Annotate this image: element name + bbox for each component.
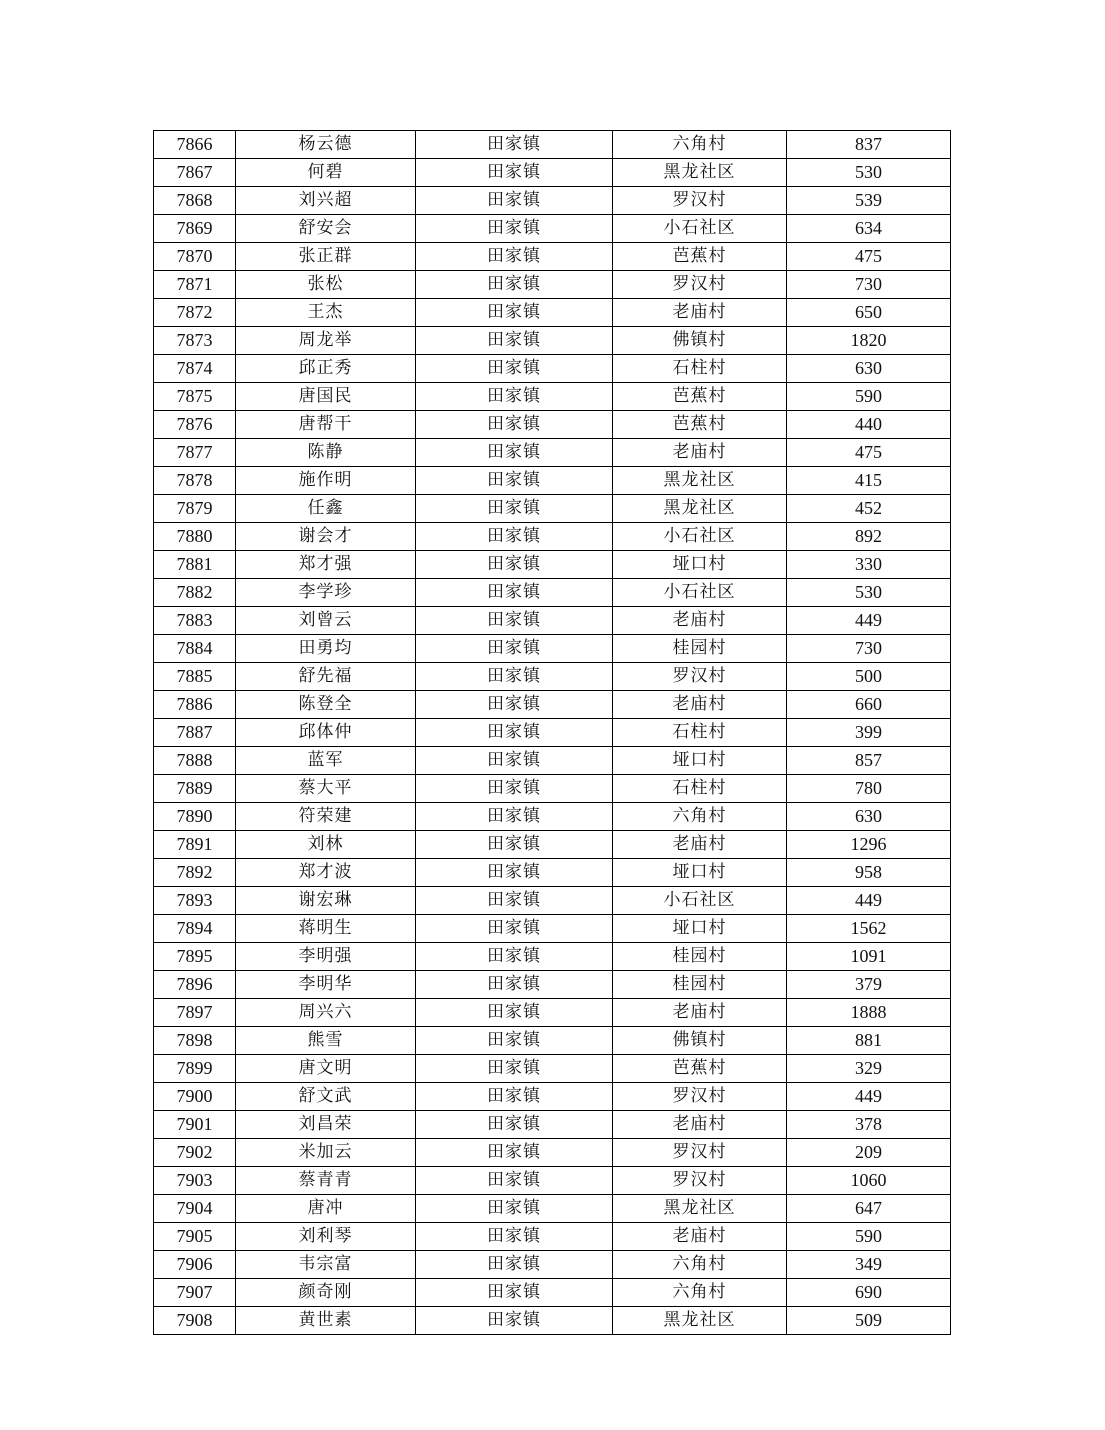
row-number-cell: 7886 bbox=[154, 691, 236, 719]
village-cell: 佛镇村 bbox=[613, 327, 787, 355]
name-cell: 周龙举 bbox=[236, 327, 416, 355]
table-row bbox=[154, 439, 951, 467]
village-cell: 老庙村 bbox=[613, 439, 787, 467]
name-cell: 刘曾云 bbox=[236, 607, 416, 635]
town-cell: 田家镇 bbox=[416, 467, 613, 495]
row-number-cell: 7880 bbox=[154, 523, 236, 551]
town-cell: 田家镇 bbox=[416, 999, 613, 1027]
amount-cell: 530 bbox=[787, 579, 951, 607]
village-cell: 石柱村 bbox=[613, 355, 787, 383]
village-cell: 六角村 bbox=[613, 803, 787, 831]
table-row bbox=[154, 411, 951, 439]
town-cell: 田家镇 bbox=[416, 1055, 613, 1083]
name-cell: 韦宗富 bbox=[236, 1251, 416, 1279]
amount-cell: 660 bbox=[787, 691, 951, 719]
table-row bbox=[154, 803, 951, 831]
town-cell: 田家镇 bbox=[416, 635, 613, 663]
row-number-cell: 7905 bbox=[154, 1223, 236, 1251]
town-cell: 田家镇 bbox=[416, 747, 613, 775]
amount-cell: 634 bbox=[787, 215, 951, 243]
amount-cell: 1820 bbox=[787, 327, 951, 355]
name-cell: 米加云 bbox=[236, 1139, 416, 1167]
town-cell: 田家镇 bbox=[416, 1279, 613, 1307]
amount-cell: 530 bbox=[787, 159, 951, 187]
amount-cell: 399 bbox=[787, 719, 951, 747]
amount-cell: 209 bbox=[787, 1139, 951, 1167]
amount-cell: 650 bbox=[787, 299, 951, 327]
row-number-cell: 7887 bbox=[154, 719, 236, 747]
table-row bbox=[154, 663, 951, 691]
amount-cell: 647 bbox=[787, 1195, 951, 1223]
amount-cell: 857 bbox=[787, 747, 951, 775]
town-cell: 田家镇 bbox=[416, 411, 613, 439]
town-cell: 田家镇 bbox=[416, 887, 613, 915]
row-number-cell: 7891 bbox=[154, 831, 236, 859]
village-cell: 罗汉村 bbox=[613, 663, 787, 691]
name-cell: 陈静 bbox=[236, 439, 416, 467]
name-cell: 刘昌荣 bbox=[236, 1111, 416, 1139]
village-cell: 小石社区 bbox=[613, 523, 787, 551]
table-row bbox=[154, 1251, 951, 1279]
village-cell: 小石社区 bbox=[613, 579, 787, 607]
town-cell: 田家镇 bbox=[416, 1167, 613, 1195]
name-cell: 周兴六 bbox=[236, 999, 416, 1027]
table-row bbox=[154, 467, 951, 495]
table-row bbox=[154, 215, 951, 243]
table-row bbox=[154, 1195, 951, 1223]
row-number-cell: 7898 bbox=[154, 1027, 236, 1055]
name-cell: 张松 bbox=[236, 271, 416, 299]
village-cell: 小石社区 bbox=[613, 215, 787, 243]
village-cell: 芭蕉村 bbox=[613, 1055, 787, 1083]
table-row bbox=[154, 1139, 951, 1167]
table-row bbox=[154, 1027, 951, 1055]
amount-cell: 730 bbox=[787, 635, 951, 663]
amount-cell: 730 bbox=[787, 271, 951, 299]
row-number-cell: 7906 bbox=[154, 1251, 236, 1279]
village-cell: 黑龙社区 bbox=[613, 1307, 787, 1335]
name-cell: 李明强 bbox=[236, 943, 416, 971]
amount-cell: 475 bbox=[787, 439, 951, 467]
name-cell: 刘林 bbox=[236, 831, 416, 859]
town-cell: 田家镇 bbox=[416, 327, 613, 355]
village-cell: 桂园村 bbox=[613, 971, 787, 999]
village-cell: 桂园村 bbox=[613, 943, 787, 971]
town-cell: 田家镇 bbox=[416, 1251, 613, 1279]
table-row bbox=[154, 999, 951, 1027]
amount-cell: 1060 bbox=[787, 1167, 951, 1195]
village-cell: 石柱村 bbox=[613, 775, 787, 803]
table-row bbox=[154, 607, 951, 635]
name-cell: 谢宏琳 bbox=[236, 887, 416, 915]
row-number-cell: 7867 bbox=[154, 159, 236, 187]
table-row bbox=[154, 1223, 951, 1251]
village-cell: 老庙村 bbox=[613, 607, 787, 635]
name-cell: 唐文明 bbox=[236, 1055, 416, 1083]
name-cell: 熊雪 bbox=[236, 1027, 416, 1055]
town-cell: 田家镇 bbox=[416, 831, 613, 859]
town-cell: 田家镇 bbox=[416, 1027, 613, 1055]
table-row bbox=[154, 271, 951, 299]
row-number-cell: 7876 bbox=[154, 411, 236, 439]
beneficiary-table bbox=[153, 130, 951, 1335]
name-cell: 张正群 bbox=[236, 243, 416, 271]
village-cell: 垭口村 bbox=[613, 747, 787, 775]
name-cell: 舒先福 bbox=[236, 663, 416, 691]
name-cell: 田勇均 bbox=[236, 635, 416, 663]
village-cell: 老庙村 bbox=[613, 691, 787, 719]
village-cell: 罗汉村 bbox=[613, 1139, 787, 1167]
amount-cell: 1296 bbox=[787, 831, 951, 859]
village-cell: 芭蕉村 bbox=[613, 243, 787, 271]
table-row bbox=[154, 859, 951, 887]
table-row bbox=[154, 915, 951, 943]
table-row bbox=[154, 747, 951, 775]
row-number-cell: 7901 bbox=[154, 1111, 236, 1139]
town-cell: 田家镇 bbox=[416, 1083, 613, 1111]
row-number-cell: 7894 bbox=[154, 915, 236, 943]
town-cell: 田家镇 bbox=[416, 299, 613, 327]
table-row bbox=[154, 243, 951, 271]
amount-cell: 349 bbox=[787, 1251, 951, 1279]
amount-cell: 379 bbox=[787, 971, 951, 999]
village-cell: 老庙村 bbox=[613, 1111, 787, 1139]
village-cell: 黑龙社区 bbox=[613, 467, 787, 495]
town-cell: 田家镇 bbox=[416, 775, 613, 803]
village-cell: 老庙村 bbox=[613, 1223, 787, 1251]
village-cell: 罗汉村 bbox=[613, 187, 787, 215]
row-number-cell: 7896 bbox=[154, 971, 236, 999]
town-cell: 田家镇 bbox=[416, 1139, 613, 1167]
name-cell: 黄世素 bbox=[236, 1307, 416, 1335]
amount-cell: 440 bbox=[787, 411, 951, 439]
village-cell: 老庙村 bbox=[613, 999, 787, 1027]
table-row bbox=[154, 691, 951, 719]
table-row bbox=[154, 159, 951, 187]
table-row bbox=[154, 831, 951, 859]
town-cell: 田家镇 bbox=[416, 943, 613, 971]
village-cell: 桂园村 bbox=[613, 635, 787, 663]
table-row bbox=[154, 971, 951, 999]
name-cell: 施作明 bbox=[236, 467, 416, 495]
name-cell: 王杰 bbox=[236, 299, 416, 327]
row-number-cell: 7868 bbox=[154, 187, 236, 215]
row-number-cell: 7895 bbox=[154, 943, 236, 971]
town-cell: 田家镇 bbox=[416, 719, 613, 747]
town-cell: 田家镇 bbox=[416, 271, 613, 299]
name-cell: 陈登全 bbox=[236, 691, 416, 719]
row-number-cell: 7888 bbox=[154, 747, 236, 775]
row-number-cell: 7904 bbox=[154, 1195, 236, 1223]
town-cell: 田家镇 bbox=[416, 1195, 613, 1223]
amount-cell: 590 bbox=[787, 1223, 951, 1251]
table-row bbox=[154, 1055, 951, 1083]
row-number-cell: 7877 bbox=[154, 439, 236, 467]
row-number-cell: 7892 bbox=[154, 859, 236, 887]
table-row bbox=[154, 719, 951, 747]
name-cell: 蓝军 bbox=[236, 747, 416, 775]
table-row bbox=[154, 327, 951, 355]
name-cell: 何碧 bbox=[236, 159, 416, 187]
row-number-cell: 7878 bbox=[154, 467, 236, 495]
town-cell: 田家镇 bbox=[416, 1223, 613, 1251]
row-number-cell: 7908 bbox=[154, 1307, 236, 1335]
name-cell: 唐帮干 bbox=[236, 411, 416, 439]
row-number-cell: 7907 bbox=[154, 1279, 236, 1307]
name-cell: 颜奇刚 bbox=[236, 1279, 416, 1307]
amount-cell: 475 bbox=[787, 243, 951, 271]
village-cell: 罗汉村 bbox=[613, 1083, 787, 1111]
row-number-cell: 7870 bbox=[154, 243, 236, 271]
table-row bbox=[154, 1167, 951, 1195]
village-cell: 罗汉村 bbox=[613, 1167, 787, 1195]
name-cell: 李学珍 bbox=[236, 579, 416, 607]
row-number-cell: 7866 bbox=[154, 131, 236, 159]
row-number-cell: 7899 bbox=[154, 1055, 236, 1083]
amount-cell: 1091 bbox=[787, 943, 951, 971]
amount-cell: 958 bbox=[787, 859, 951, 887]
row-number-cell: 7883 bbox=[154, 607, 236, 635]
village-cell: 垭口村 bbox=[613, 859, 787, 887]
town-cell: 田家镇 bbox=[416, 551, 613, 579]
table-row bbox=[154, 887, 951, 915]
village-cell: 六角村 bbox=[613, 1279, 787, 1307]
name-cell: 蔡大平 bbox=[236, 775, 416, 803]
table-row bbox=[154, 579, 951, 607]
town-cell: 田家镇 bbox=[416, 215, 613, 243]
village-cell: 垭口村 bbox=[613, 915, 787, 943]
amount-cell: 449 bbox=[787, 1083, 951, 1111]
row-number-cell: 7893 bbox=[154, 887, 236, 915]
amount-cell: 539 bbox=[787, 187, 951, 215]
row-number-cell: 7871 bbox=[154, 271, 236, 299]
town-cell: 田家镇 bbox=[416, 915, 613, 943]
table-row bbox=[154, 775, 951, 803]
town-cell: 田家镇 bbox=[416, 159, 613, 187]
name-cell: 郑才强 bbox=[236, 551, 416, 579]
town-cell: 田家镇 bbox=[416, 439, 613, 467]
row-number-cell: 7884 bbox=[154, 635, 236, 663]
town-cell: 田家镇 bbox=[416, 523, 613, 551]
name-cell: 李明华 bbox=[236, 971, 416, 999]
name-cell: 任鑫 bbox=[236, 495, 416, 523]
row-number-cell: 7885 bbox=[154, 663, 236, 691]
amount-cell: 630 bbox=[787, 803, 951, 831]
row-number-cell: 7869 bbox=[154, 215, 236, 243]
row-number-cell: 7903 bbox=[154, 1167, 236, 1195]
town-cell: 田家镇 bbox=[416, 1111, 613, 1139]
row-number-cell: 7881 bbox=[154, 551, 236, 579]
amount-cell: 330 bbox=[787, 551, 951, 579]
town-cell: 田家镇 bbox=[416, 859, 613, 887]
row-number-cell: 7897 bbox=[154, 999, 236, 1027]
amount-cell: 1562 bbox=[787, 915, 951, 943]
village-cell: 六角村 bbox=[613, 131, 787, 159]
town-cell: 田家镇 bbox=[416, 383, 613, 411]
table-row bbox=[154, 355, 951, 383]
village-cell: 石柱村 bbox=[613, 719, 787, 747]
village-cell: 芭蕉村 bbox=[613, 383, 787, 411]
town-cell: 田家镇 bbox=[416, 355, 613, 383]
amount-cell: 509 bbox=[787, 1307, 951, 1335]
name-cell: 谢会才 bbox=[236, 523, 416, 551]
table-row bbox=[154, 187, 951, 215]
town-cell: 田家镇 bbox=[416, 243, 613, 271]
table-row bbox=[154, 1083, 951, 1111]
town-cell: 田家镇 bbox=[416, 495, 613, 523]
row-number-cell: 7900 bbox=[154, 1083, 236, 1111]
table-row bbox=[154, 1307, 951, 1335]
amount-cell: 500 bbox=[787, 663, 951, 691]
name-cell: 舒文武 bbox=[236, 1083, 416, 1111]
table-row bbox=[154, 1279, 951, 1307]
amount-cell: 452 bbox=[787, 495, 951, 523]
town-cell: 田家镇 bbox=[416, 803, 613, 831]
village-cell: 黑龙社区 bbox=[613, 495, 787, 523]
amount-cell: 780 bbox=[787, 775, 951, 803]
amount-cell: 378 bbox=[787, 1111, 951, 1139]
village-cell: 六角村 bbox=[613, 1251, 787, 1279]
town-cell: 田家镇 bbox=[416, 131, 613, 159]
amount-cell: 881 bbox=[787, 1027, 951, 1055]
row-number-cell: 7902 bbox=[154, 1139, 236, 1167]
table-row bbox=[154, 383, 951, 411]
table-row bbox=[154, 299, 951, 327]
table-row bbox=[154, 523, 951, 551]
amount-cell: 449 bbox=[787, 887, 951, 915]
row-number-cell: 7879 bbox=[154, 495, 236, 523]
village-cell: 罗汉村 bbox=[613, 271, 787, 299]
town-cell: 田家镇 bbox=[416, 579, 613, 607]
amount-cell: 329 bbox=[787, 1055, 951, 1083]
village-cell: 垭口村 bbox=[613, 551, 787, 579]
table-row bbox=[154, 1111, 951, 1139]
name-cell: 邱正秀 bbox=[236, 355, 416, 383]
table-row bbox=[154, 495, 951, 523]
row-number-cell: 7882 bbox=[154, 579, 236, 607]
name-cell: 邱体仲 bbox=[236, 719, 416, 747]
table-row bbox=[154, 635, 951, 663]
name-cell: 符荣建 bbox=[236, 803, 416, 831]
name-cell: 刘利琴 bbox=[236, 1223, 416, 1251]
amount-cell: 590 bbox=[787, 383, 951, 411]
town-cell: 田家镇 bbox=[416, 971, 613, 999]
village-cell: 老庙村 bbox=[613, 831, 787, 859]
amount-cell: 690 bbox=[787, 1279, 951, 1307]
town-cell: 田家镇 bbox=[416, 187, 613, 215]
amount-cell: 892 bbox=[787, 523, 951, 551]
town-cell: 田家镇 bbox=[416, 1307, 613, 1335]
row-number-cell: 7873 bbox=[154, 327, 236, 355]
name-cell: 舒安会 bbox=[236, 215, 416, 243]
table-row bbox=[154, 131, 951, 159]
row-number-cell: 7889 bbox=[154, 775, 236, 803]
name-cell: 刘兴超 bbox=[236, 187, 416, 215]
amount-cell: 630 bbox=[787, 355, 951, 383]
table-row bbox=[154, 551, 951, 579]
row-number-cell: 7874 bbox=[154, 355, 236, 383]
town-cell: 田家镇 bbox=[416, 691, 613, 719]
village-cell: 佛镇村 bbox=[613, 1027, 787, 1055]
table-row bbox=[154, 943, 951, 971]
village-cell: 黑龙社区 bbox=[613, 159, 787, 187]
village-cell: 小石社区 bbox=[613, 887, 787, 915]
amount-cell: 449 bbox=[787, 607, 951, 635]
town-cell: 田家镇 bbox=[416, 663, 613, 691]
town-cell: 田家镇 bbox=[416, 607, 613, 635]
village-cell: 黑龙社区 bbox=[613, 1195, 787, 1223]
village-cell: 老庙村 bbox=[613, 299, 787, 327]
village-cell: 芭蕉村 bbox=[613, 411, 787, 439]
row-number-cell: 7875 bbox=[154, 383, 236, 411]
amount-cell: 837 bbox=[787, 131, 951, 159]
name-cell: 杨云德 bbox=[236, 131, 416, 159]
amount-cell: 1888 bbox=[787, 999, 951, 1027]
amount-cell: 415 bbox=[787, 467, 951, 495]
name-cell: 蔡青青 bbox=[236, 1167, 416, 1195]
table-body bbox=[154, 131, 951, 1335]
name-cell: 唐冲 bbox=[236, 1195, 416, 1223]
name-cell: 唐国民 bbox=[236, 383, 416, 411]
name-cell: 蒋明生 bbox=[236, 915, 416, 943]
name-cell: 郑才波 bbox=[236, 859, 416, 887]
row-number-cell: 7872 bbox=[154, 299, 236, 327]
row-number-cell: 7890 bbox=[154, 803, 236, 831]
